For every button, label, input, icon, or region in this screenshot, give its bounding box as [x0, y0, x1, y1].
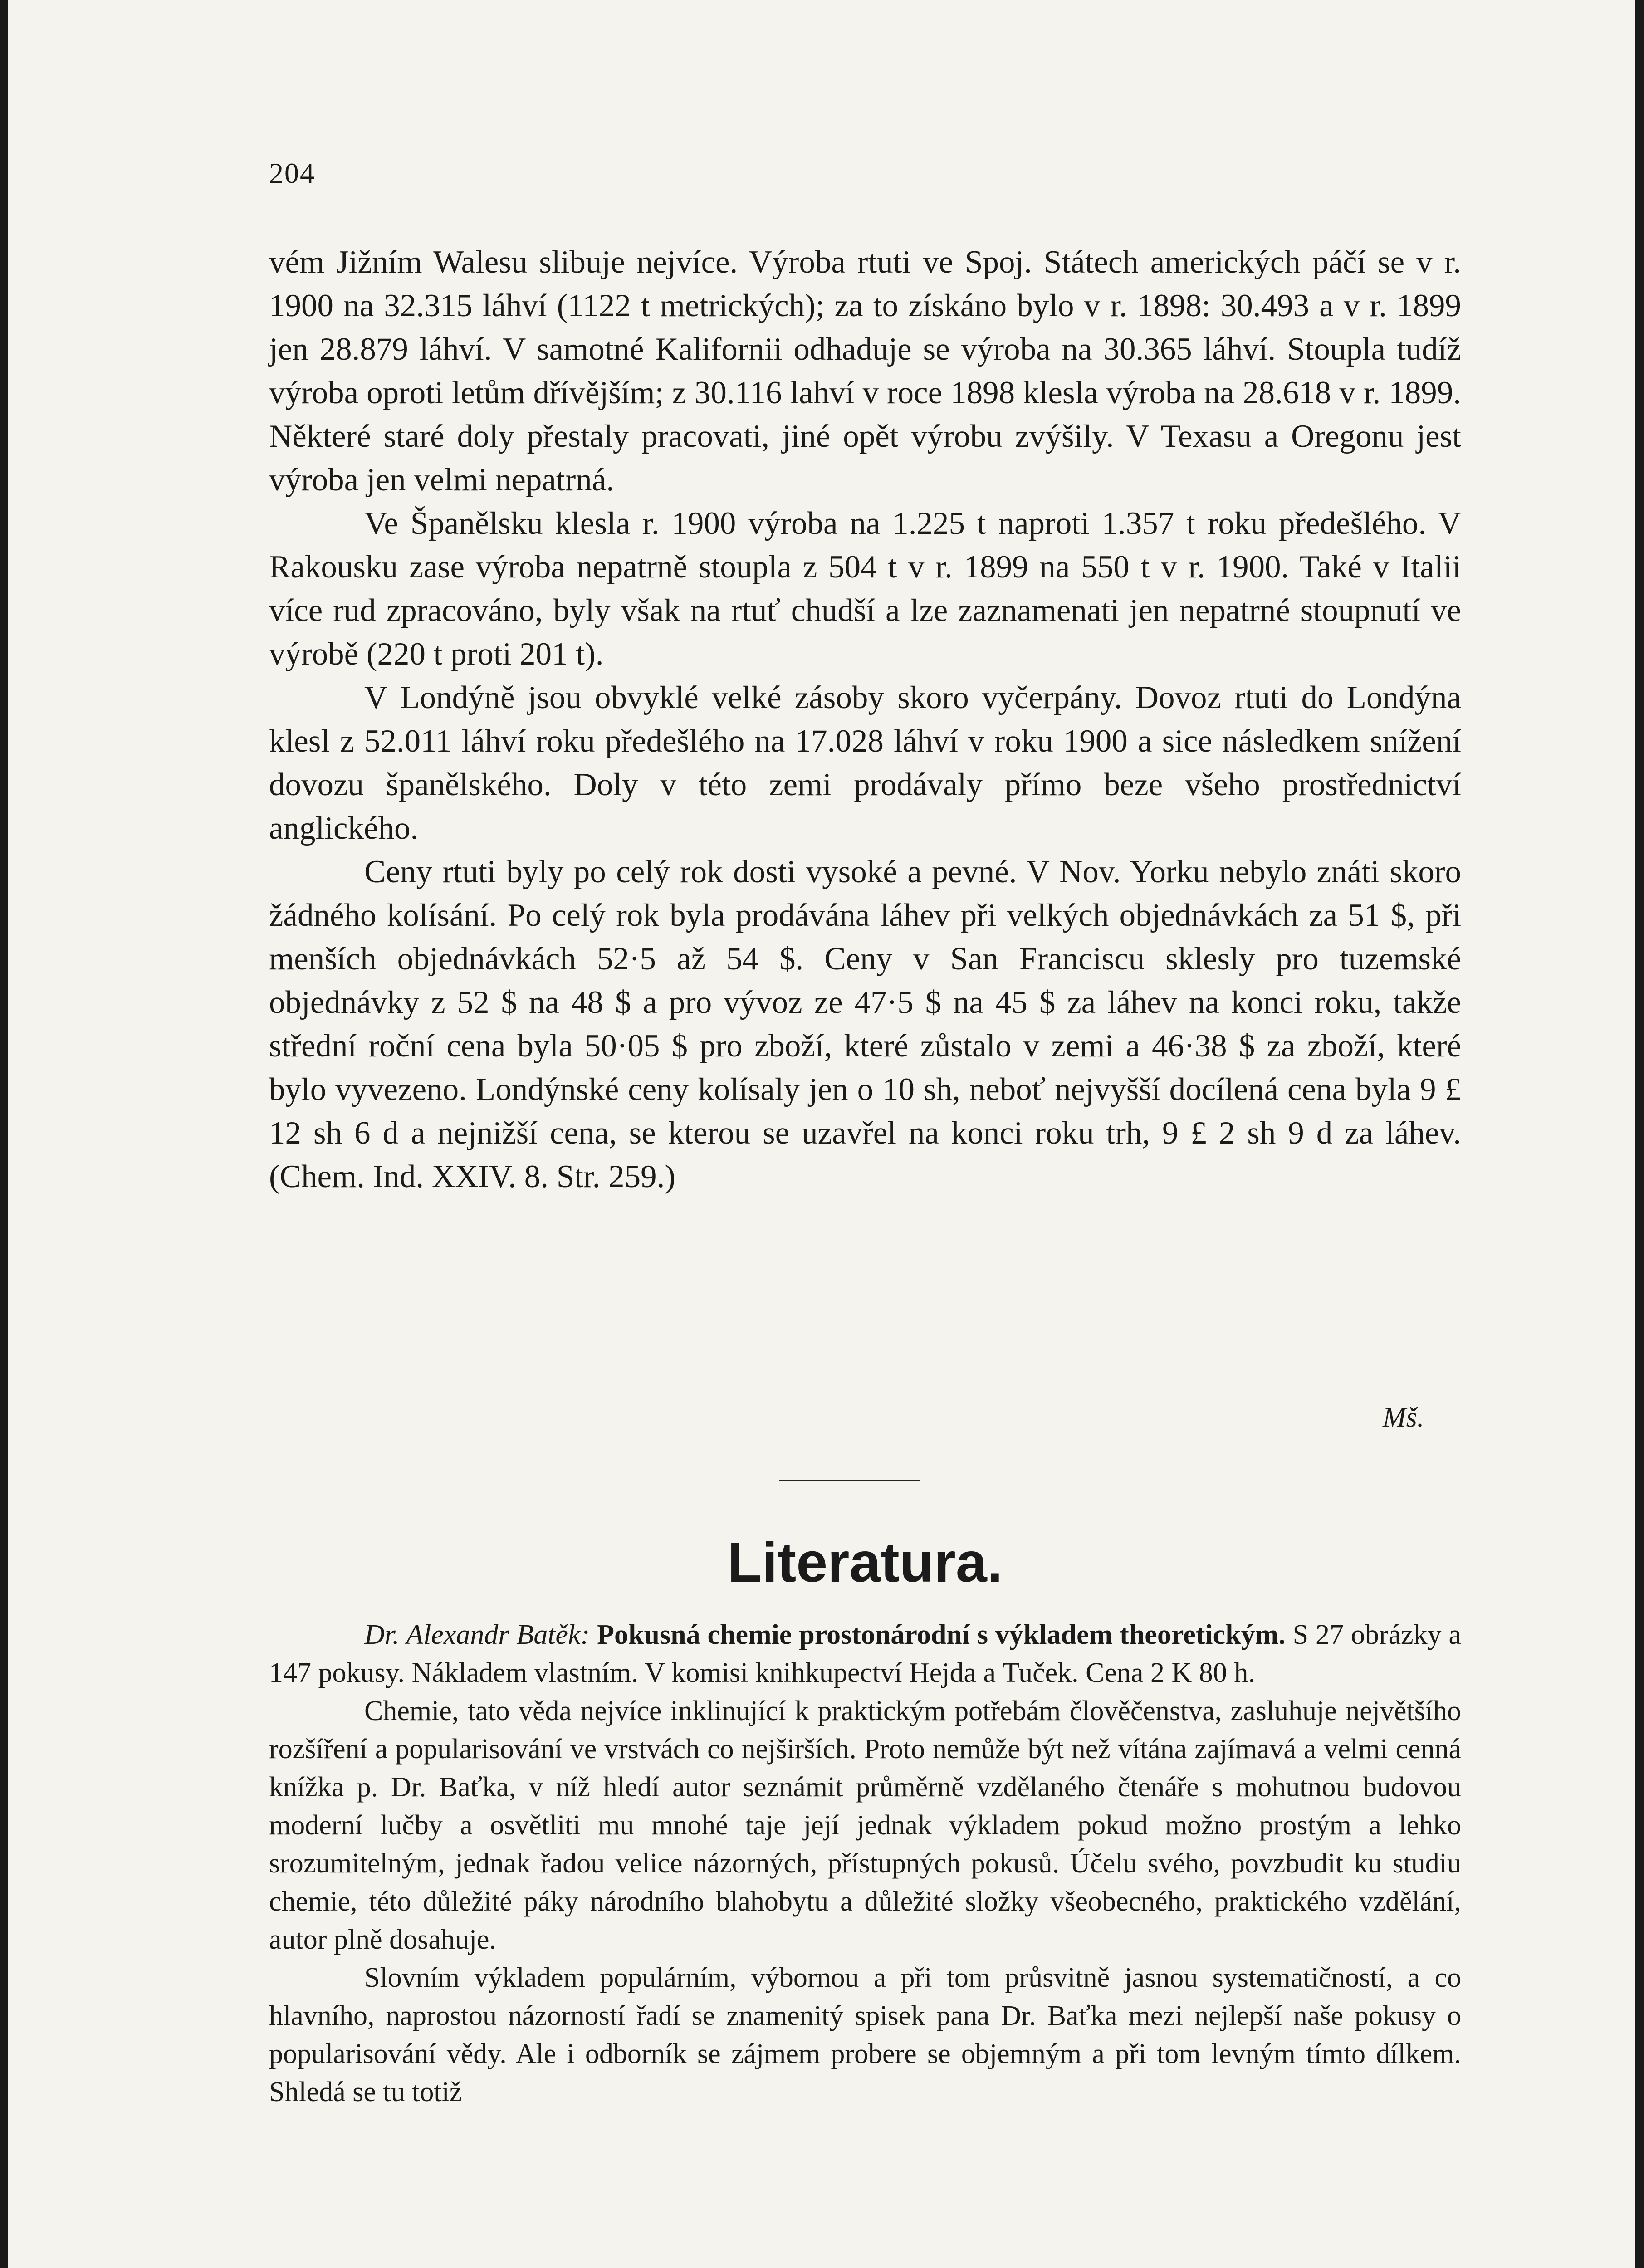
paragraph: Ve Španělsku klesla r. 1900 výroba na 1.225 t naproti 1.357 t roku předešlého. V Rakousku zase výroba nepatrně stoupla z 504 t v r. 1899 na 550 t v r. 1900. Také v Italii více rud zpracováno, byly však na rtuť chudší a lze zaznamenati jen nepatrné stoupnutí ve výrobě (220 t proti 201 t).	[269, 506, 1461, 672]
scanned-page	[8, 0, 1635, 2268]
citation-details: S 27 obrázky a 147 pokusy. Nákladem vlastním. V komisi knihkupectví Hejda a Tuček. Cena 2 K 80 h.	[269, 1619, 1462, 1688]
paragraph: V Londýně jsou obvyklé velké zásoby skoro vyčerpány. Dovoz rtuti do Londýna klesl z 52.011 láhví roku předešlého na 17.028 láhví v roku 1900 a sice následkem snížení dovozu španělského. Doly v této zemi prodávaly přímo beze všeho prostřednictví anglického.	[269, 680, 1461, 846]
section-divider	[779, 1480, 920, 1481]
citation-title: Pokusná chemie prostonárodní s výkladem theoretickým.	[597, 1619, 1286, 1650]
paragraph: Slovním výkladem populárním, výbornou a při tom průsvitně jasnou systematičností, a co hlavního, naprostou názorností řadí se znamenitý spisek pana Dr. Baťka mezi nejlepší naše pokusy o popularisování vědy. Ale i odborník se zájmem probere se objemným a při tom levným tímto dílkem. Shledá se tu totiž	[269, 1962, 1461, 2107]
paragraph: vém Jižním Walesu slibuje nejvíce. Výroba rtuti ve Spoj. Státech amerických páčí se v r. 1900 na 32.315 láhví (1122 t metrických); za to získáno bylo v r. 1898: 30.493 a v r. 1899 jen 28.879 láhví. V samotné Kalifornii odhaduje se výroba na 30.365 láhví. Stoupla tudíž výroba oproti letům dřívějším; z 30.116 lahví v roce 1898 klesla výroba na 28.618 v r. 1899. Některé staré doly přestaly pracovati, jiné opět výrobu zvýšily. V Texasu a Oregonu jest výroba jen velmi nepatrná.	[269, 244, 1461, 498]
book-review	[269, 1616, 1461, 2111]
citation-author: Dr. Alexandr Batěk:	[364, 1619, 590, 1650]
paragraph: Ceny rtuti byly po celý rok dosti vysoké a pevné. V Nov. Yorku nebylo znáti skoro žádného kolísání. Po celý rok byla prodávána láhev při velkých objednávkách za 51 $, při menších objednávkách 52·5 až 54 $. Ceny v San Franciscu sklesly pro tuzemské objednávky z 52 $ na 48 $ a pro vývoz ze 47·5 $ na 45 $ za láhev na konci roku, takže střední roční cena byla 50·05 $ pro zboží, které zůstalo v zemi a 46·38 $ za zboží, které bylo vyvezeno. Londýnské ceny kolísaly jen o 10 sh, neboť nejvyšší docílená cena byla 9 £ 12 sh 6 d a nejnižší cena, se kterou se uzavřel na konci roku trh, 9 £ 2 sh 9 d za láhev. (Chem. Ind. XXIV. 8. Str. 259.)	[269, 854, 1461, 1194]
section-title: Literatura.	[727, 1531, 1003, 1594]
book-citation	[269, 1616, 1461, 1692]
page-number: 204	[269, 157, 315, 189]
mercury-report-text	[269, 240, 1461, 1198]
author-signature: Mš.	[1383, 1402, 1424, 1433]
paragraph: Chemie, tato věda nejvíce inklinující k praktickým potřebám člověčenstva, zasluhuje největšího rozšíření a popularisování ve vrstvách co nejširších. Proto nemůže být než vítána zajímavá a velmi cenná knížka p. Dr. Baťka, v níž hledí autor seznámit průměrně vzdělaného čtenáře s mohutnou budovou moderní lučby a osvětliti mu mnohé taje její jednak výkladem pokud možno prostým a lehko srozumitelným, jednak řadou velice názorných, přístupných pokusů. Účelu svého, povzbudit ku studiu chemie, této důležité páky národního blahobytu a důležité složky všeobecného, praktického vzdělání, autor plně dosahuje.	[269, 1696, 1461, 1955]
